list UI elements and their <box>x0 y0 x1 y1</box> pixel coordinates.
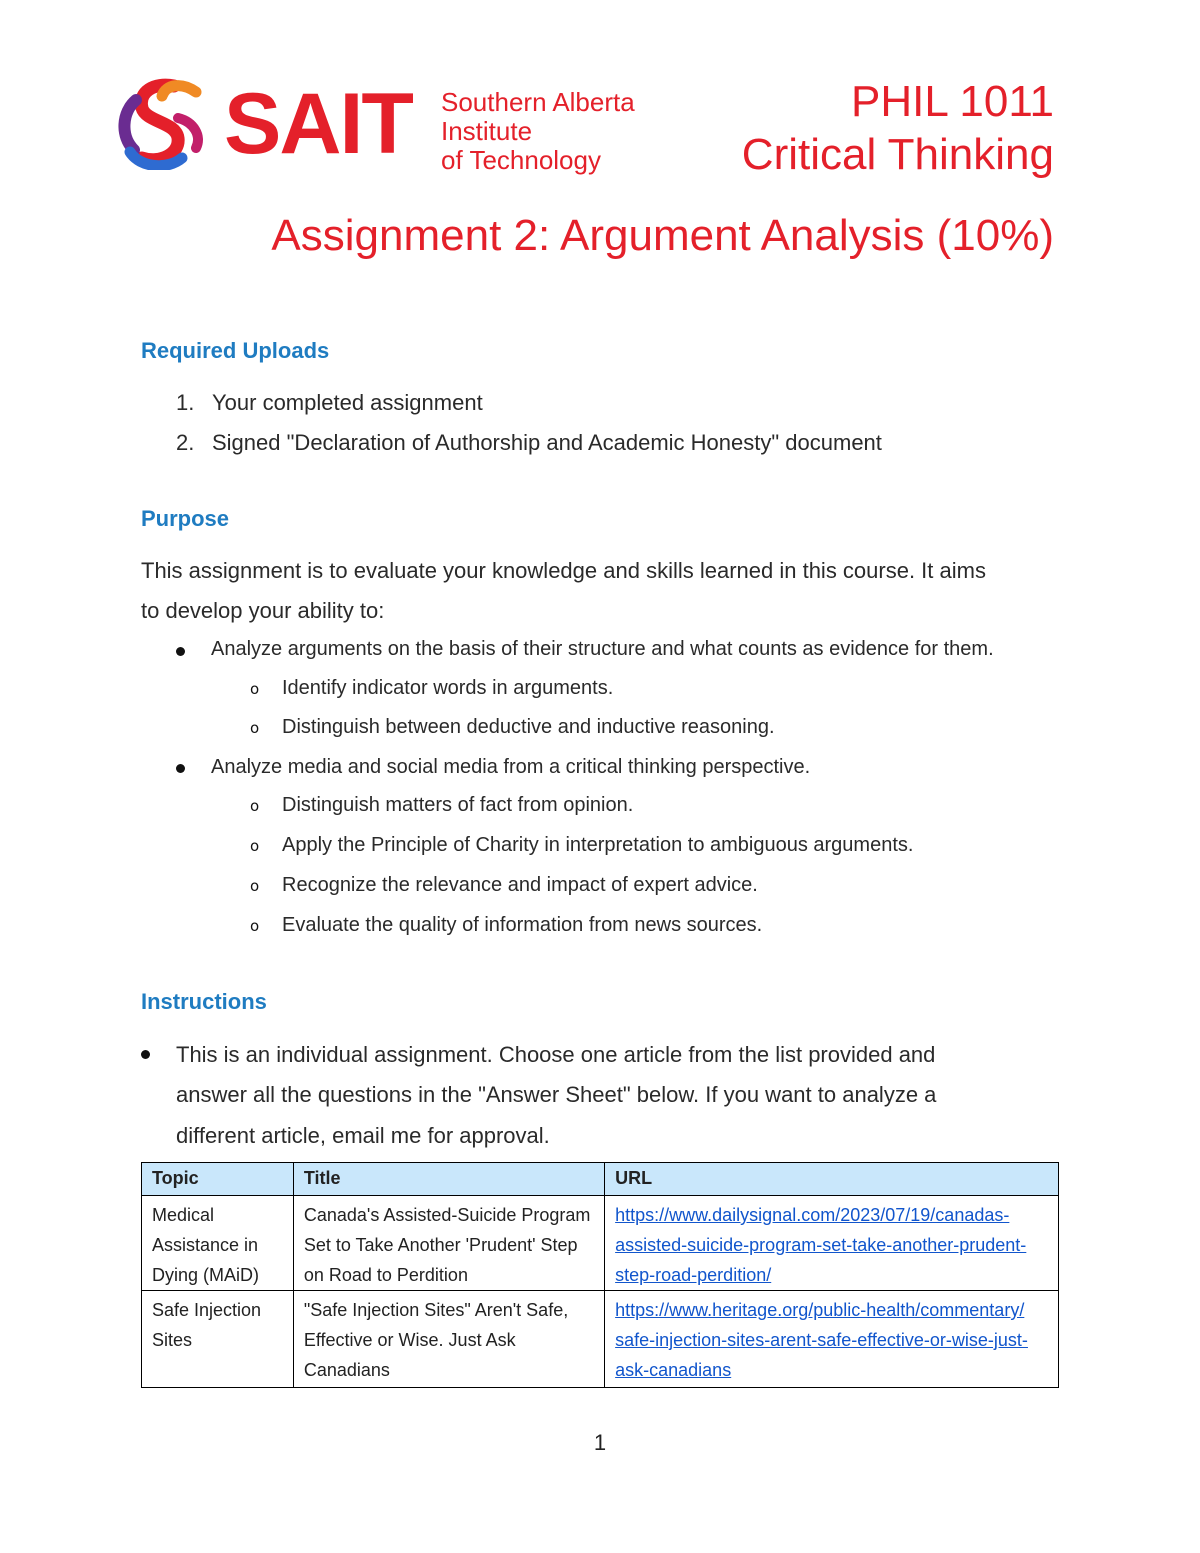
article-table <box>141 1162 1059 1388</box>
sait-logo <box>116 76 646 175</box>
page-number: 1 <box>593 1430 607 1455</box>
purpose-sub-bullet: Recognize the relevance and impact of expert advice. <box>282 874 758 896</box>
instructions-text: answer all the questions in the "Answer Sheet" below. If you want to analyze a <box>176 1082 937 1107</box>
bullet-icon <box>176 764 185 773</box>
course-code: PHIL 1011 <box>850 77 1054 126</box>
list-number: 2. <box>176 430 195 455</box>
sait-emblem-icon <box>116 78 216 170</box>
bullet-icon <box>176 647 185 656</box>
required-uploads-heading: Required Uploads <box>141 338 330 363</box>
instructions-text: different article, email me for approval. <box>176 1123 550 1148</box>
column-header-url: URL <box>605 1163 1059 1196</box>
purpose-sub-bullet: Apply the Principle of Charity in interpretation to ambiguous arguments. <box>282 834 914 856</box>
purpose-bullet: Analyze media and social media from a critical thinking perspective. <box>211 756 811 778</box>
sub-bullet-icon: o <box>250 917 260 935</box>
sub-bullet-icon: o <box>250 877 260 895</box>
sub-bullet-icon: o <box>250 797 260 815</box>
institute-name: Southern Alberta Institute of Technology <box>441 87 635 175</box>
instructions-heading: Instructions <box>141 989 267 1014</box>
purpose-sub-bullet: Identify indicator words in arguments. <box>282 677 614 699</box>
table-header-row <box>142 1163 1059 1196</box>
column-header-topic: Topic <box>142 1163 294 1196</box>
purpose-sub-bullet: Distinguish between deductive and inductive reasoning. <box>282 716 775 738</box>
column-header-title: Title <box>293 1163 604 1196</box>
purpose-sub-bullet: Distinguish matters of fact from opinion. <box>282 794 634 816</box>
sub-bullet-icon: o <box>250 719 260 737</box>
topic-cell: Safe Injection Sites <box>142 1291 294 1388</box>
url-cell <box>605 1291 1059 1388</box>
instructions-text: This is an individual assignment. Choose one article from the list provided and <box>176 1042 936 1067</box>
purpose-heading: Purpose <box>141 506 230 531</box>
assignment-title: Assignment 2: Argument Analysis (10%) <box>271 211 1054 260</box>
sub-bullet-icon: o <box>250 837 260 855</box>
title-cell: Canada's Assisted-Suicide Program Set to Take Another 'Prudent' Step on Road to Perdition <box>293 1196 604 1291</box>
purpose-bullet: Analyze arguments on the basis of their structure and what counts as evidence for them. <box>211 638 994 660</box>
purpose-paragraph: to develop your ability to: <box>141 598 385 623</box>
upload-item: Your completed assignment <box>212 390 483 415</box>
title-cell: "Safe Injection Sites" Aren't Safe, Effective or Wise. Just Ask Canadians <box>293 1291 604 1388</box>
article-link[interactable]: https://www.dailysignal.com/2023/07/19/canadas- assisted-suicide-program-set-take-another-prudent- step-road-perdition/ <box>615 1205 1027 1285</box>
sub-bullet-icon: o <box>250 680 260 698</box>
course-name: Critical Thinking <box>741 130 1054 179</box>
purpose-sub-bullet: Evaluate the quality of information from news sources. <box>282 914 763 936</box>
url-cell <box>605 1196 1059 1291</box>
upload-item: Signed "Declaration of Authorship and Academic Honesty" document <box>212 430 882 455</box>
purpose-paragraph: This assignment is to evaluate your knowledge and skills learned in this course. It aims <box>141 558 986 583</box>
topic-cell: Medical Assistance in Dying (MAiD) <box>142 1196 294 1291</box>
logo-wordmark: SAIT <box>224 76 412 172</box>
bullet-icon <box>141 1050 150 1059</box>
table-row <box>142 1196 1059 1291</box>
article-link[interactable]: https://www.heritage.org/public-health/commentary/ safe-injection-sites-arent-safe-effective-or-wise-just- ask-canadians <box>615 1300 1028 1380</box>
list-number: 1. <box>176 390 195 415</box>
table-row <box>142 1291 1059 1388</box>
